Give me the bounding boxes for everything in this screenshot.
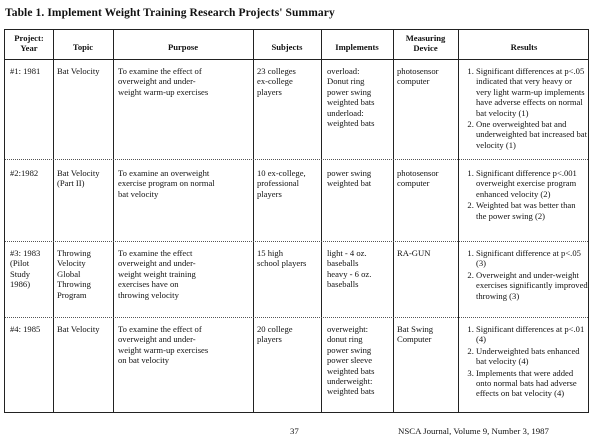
header-measuring-device: Measuring Device [405, 33, 446, 54]
summary-table [4, 29, 589, 413]
result-item: 1. Significant differences at p<.05 indicated that very heavy or very light warm-up implements have adverse effects on normal bat velocity (1) [476, 66, 588, 118]
row4-purpose: To examine the effect of overweight and under- weight warm-up exercises on bat velocity [118, 324, 209, 366]
column-divider [393, 30, 394, 412]
row1-results [463, 66, 588, 151]
row4-device: Bat Swing Computer [397, 324, 434, 345]
row-divider [5, 59, 588, 60]
column-divider [458, 30, 459, 412]
table-title: Table 1. Implement Weight Training Research Projects' Summary [5, 7, 335, 19]
row2-implements: power swing weighted bat [327, 168, 372, 189]
column-divider [253, 30, 254, 412]
row4-implements: overweight: donut ring power swing power sleeve weighted bats underweight: weighted bats [327, 324, 375, 397]
row3-results [463, 248, 588, 302]
header-topic: Topic [72, 42, 94, 52]
row2-results [463, 168, 588, 222]
result-item: 1. Significant differences at p<.01 (4) [476, 324, 588, 345]
row1-topic: Bat Velocity [57, 66, 100, 76]
header-subjects: Subjects [271, 42, 303, 52]
result-item: 2. Underweighted bats enhanced bat velocity (4) [476, 346, 588, 367]
journal-citation: NSCA Journal, Volume 9, Number 3, 1987 [398, 426, 549, 436]
row1-subjects: 23 colleges ex-college players [257, 66, 296, 97]
row3-subjects: 15 high school players [257, 248, 307, 269]
header-project-year: Project: Year [14, 33, 44, 54]
page-number: 37 [290, 426, 299, 436]
row3-topic: Throwing Velocity Global Throwing Program [57, 248, 91, 300]
row4-topic: Bat Velocity [57, 324, 100, 334]
row2-subjects: 10 ex-college, professional players [257, 168, 306, 199]
column-divider [113, 30, 114, 412]
row2-device: photosensor computer [397, 168, 439, 189]
row-divider [5, 159, 588, 160]
row4-results [463, 324, 588, 400]
row-divider [5, 241, 588, 242]
result-item: 1. Significant difference at p<.05 (3) [476, 248, 588, 269]
row3-project: #3: 1983 (Pilot Study 1986) [10, 248, 41, 290]
result-item: 3. Implements that were added onto normal bats had adverse effects on bat velocity (4) [476, 368, 588, 399]
row4-project: #4: 1985 [10, 324, 41, 334]
row-divider [5, 317, 588, 318]
row1-implements: overload: Donut ring power swing weighted bats underload: weighted bats [327, 66, 375, 129]
row3-device: RA-GUN [397, 248, 431, 258]
header-purpose: Purpose [167, 42, 199, 52]
row2-project: #2:1982 [10, 168, 39, 178]
header-results: Results [510, 42, 538, 52]
row4-subjects: 20 college players [257, 324, 293, 345]
column-divider [53, 30, 54, 412]
result-item: 1. Significant difference p<.001 overweight exercise program enhanced velocity (2) [476, 168, 588, 199]
row1-purpose: To examine the effect of overweight and under- weight warm-up exercises [118, 66, 209, 97]
result-item: 2. Overweight and under-weight exercises significantly improved throwing (3) [476, 270, 588, 301]
row2-topic: Bat Velocity (Part II) [57, 168, 100, 189]
row2-purpose: To examine an overweight exercise program on normal bat velocity [118, 168, 215, 199]
row3-purpose: To examine the effect overweight and under- weight weight training exercises have on throwing velocity [118, 248, 196, 300]
header-implements: Implements [335, 42, 379, 52]
row1-project: #1: 1981 [10, 66, 41, 76]
column-divider [321, 30, 322, 412]
row1-device: photosensor computer [397, 66, 439, 87]
result-item: 2. One overweighted bat and underweighted bat increased bat velocity (1) [476, 119, 588, 150]
result-item: 2. Weighted bat was better than the power swing (2) [476, 200, 588, 221]
row3-implements: light - 4 oz. baseballs heavy - 6 oz. baseballs [327, 248, 372, 290]
